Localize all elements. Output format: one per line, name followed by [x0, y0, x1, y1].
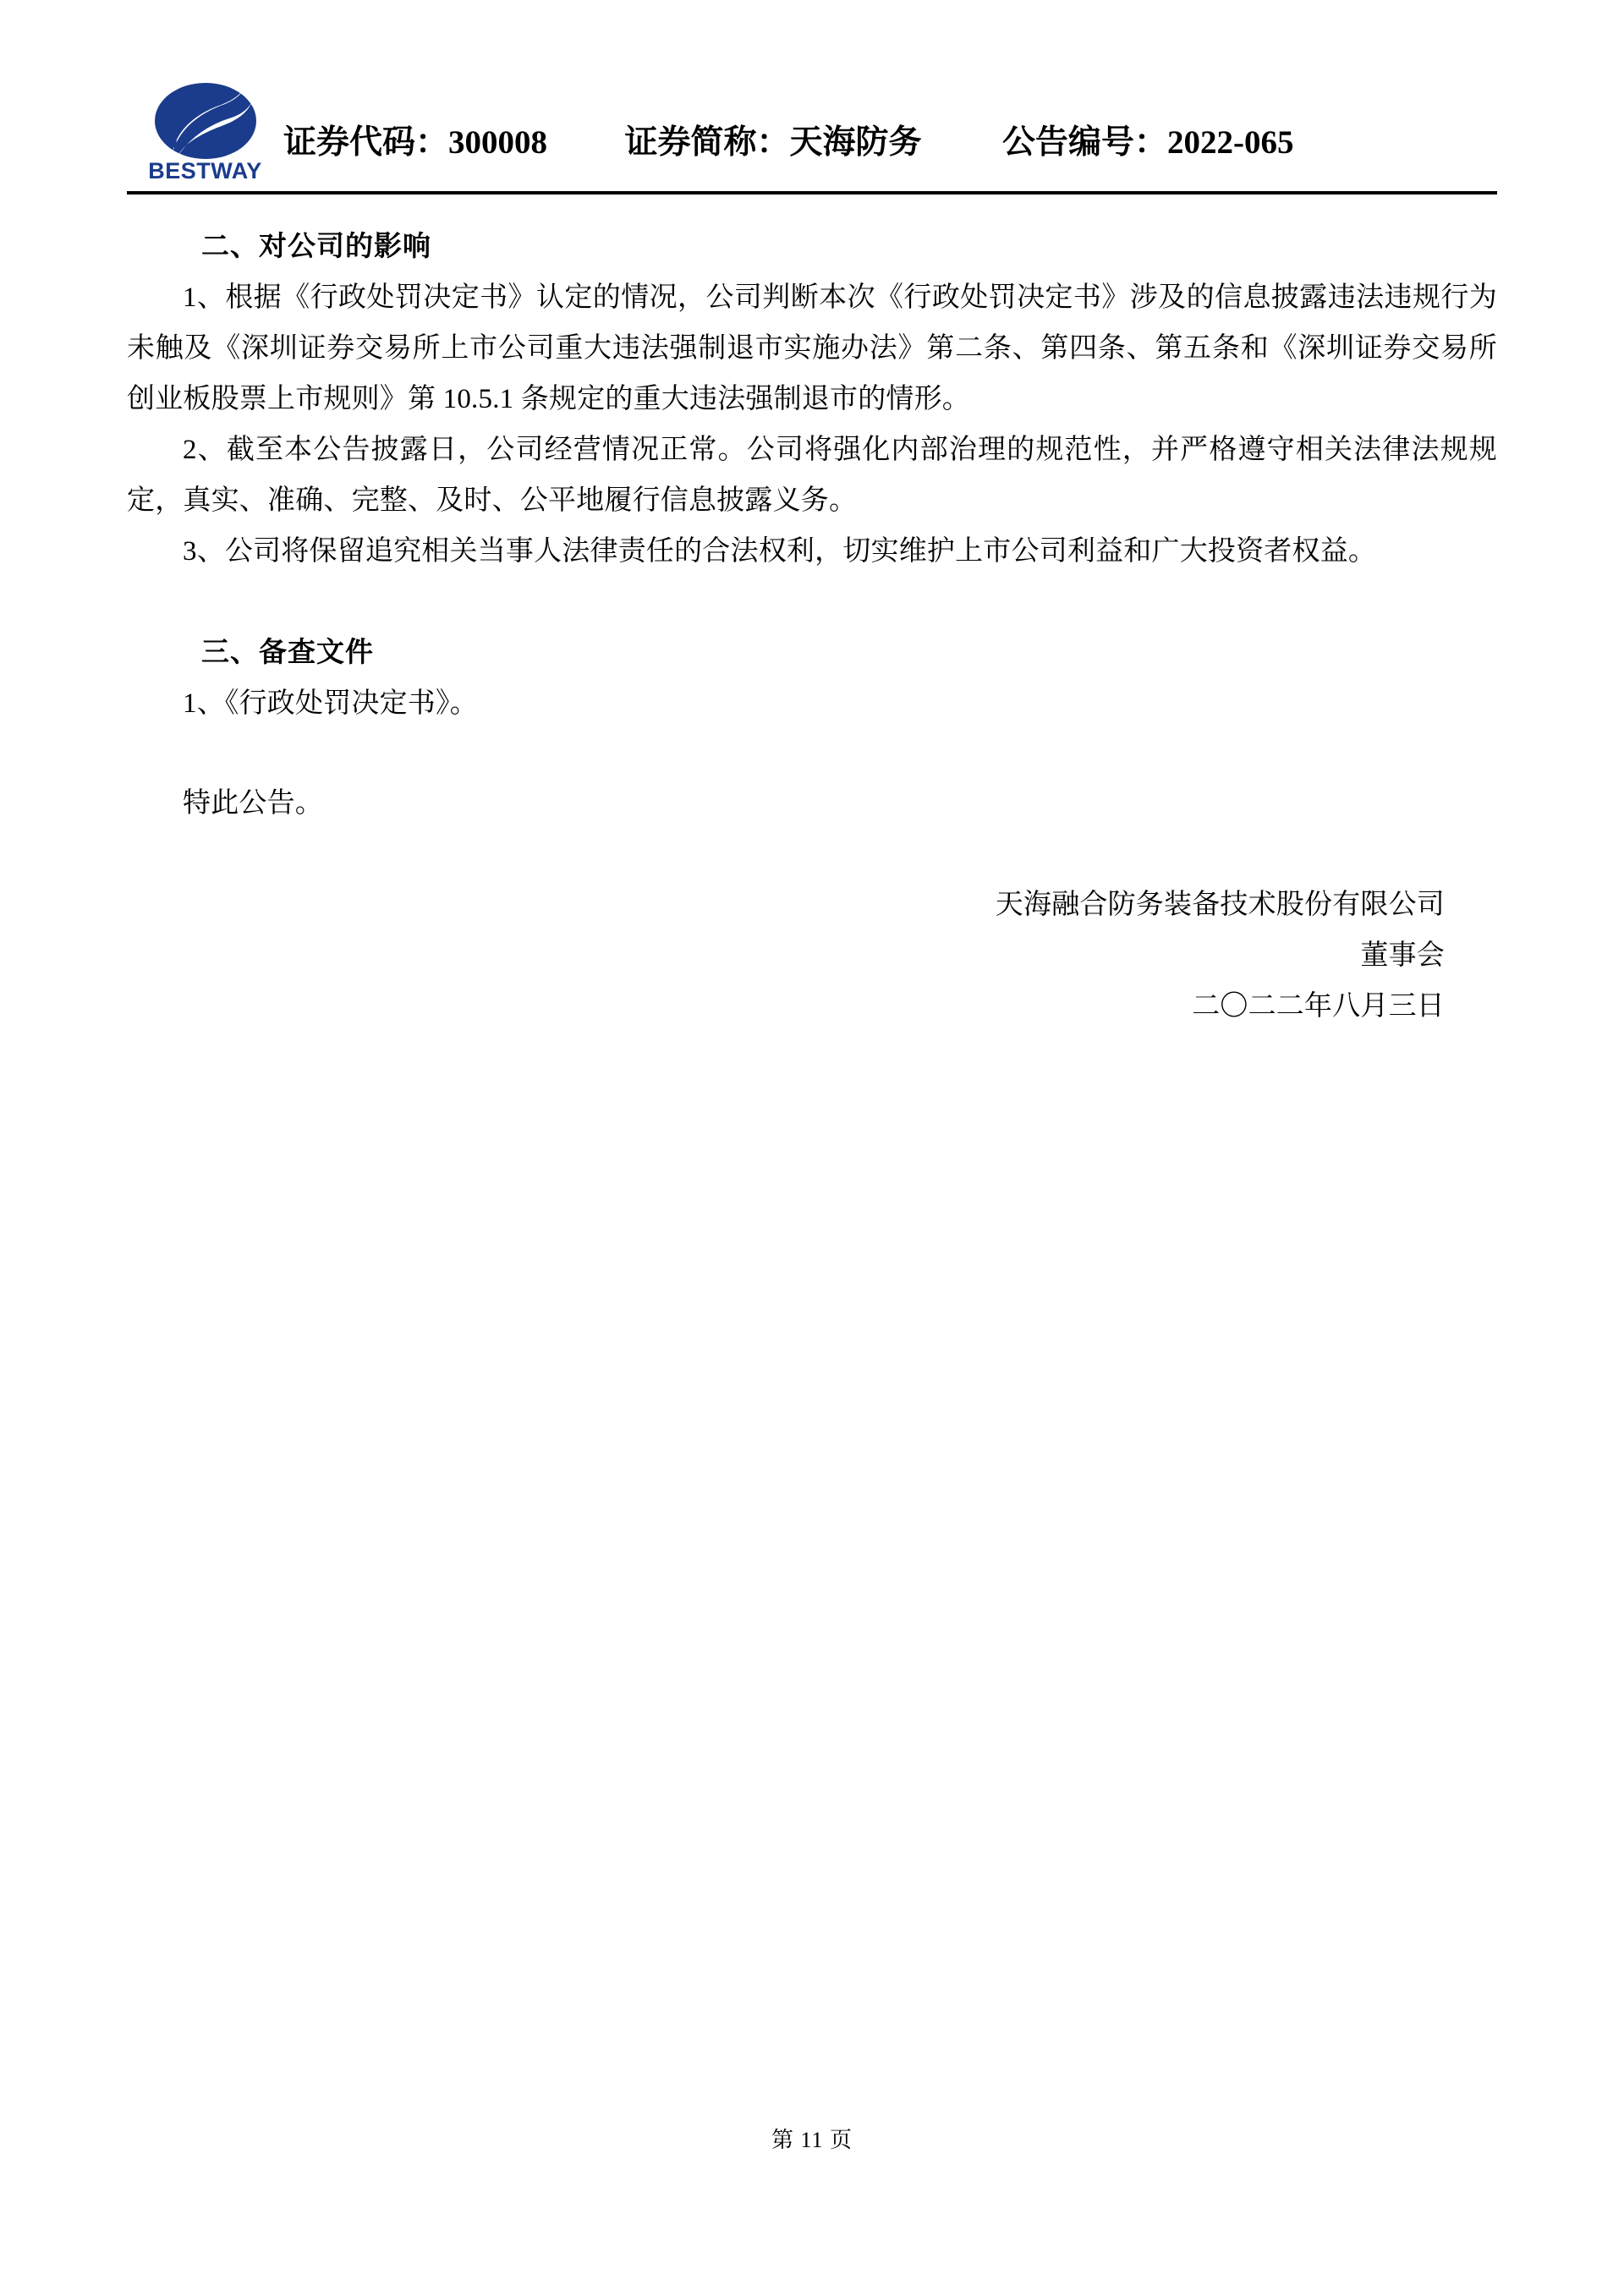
- signature-date: 二〇二二年八月三日: [1192, 991, 1445, 1022]
- signature-company: 天海融合防务装备技术股份有限公司: [995, 890, 1445, 920]
- section-heading-documents: 三、备查文件: [201, 638, 374, 668]
- section-spacer-2: [127, 729, 1497, 778]
- document-body: [127, 222, 1497, 1032]
- header-title-row: [283, 116, 1493, 163]
- section-heading-impact: 二、对公司的影响: [201, 232, 431, 262]
- signature-spacer: [127, 829, 1497, 879]
- paragraph-impact-3: 3、公司将保留追究相关当事人法律责任的合法权利，切实维护上市公司利益和广大投资者权益。: [183, 536, 1377, 567]
- stock-short-name: 证券简称：天海防务: [624, 124, 922, 161]
- company-logo: [135, 80, 271, 190]
- signature-issuer: 董事会: [1360, 940, 1445, 971]
- page-footer: 第 11 页: [771, 2128, 853, 2152]
- stock-code: 证券代码：300008: [283, 124, 548, 161]
- closing-note: 特此公告。: [183, 788, 323, 819]
- bestway-emblem-icon: [154, 82, 257, 160]
- page-header: [127, 80, 1497, 195]
- paragraph-documents-1: 1、《行政处罚决定书》。: [183, 688, 478, 719]
- header-divider: [127, 191, 1497, 195]
- logo-wordmark: BESTWAY: [148, 158, 262, 184]
- announcement-number: 公告编号：2022-065: [1002, 124, 1294, 161]
- paragraph-impact-1: 1、根据《行政处罚决定书》认定的情况，公司判断本次《行政处罚决定书》涉及的信息披露违法违规行为未触及《深圳证券交易所上市公司重大违法强制退市实施办法》第二条、第四条、第五条和《深圳证券交易所创业板股票上市规则》第 10.5.1 条规定的重大违法强制退市的情形。: [127, 282, 1497, 414]
- paragraph-impact-2: 2、截至本公告披露日，公司经营情况正常。公司将强化内部治理的规范性，并严格遵守相关法律法规规定，真实、准确、完整、及时、公平地履行信息披露义务。: [127, 435, 1497, 516]
- section-spacer-1: [127, 577, 1497, 627]
